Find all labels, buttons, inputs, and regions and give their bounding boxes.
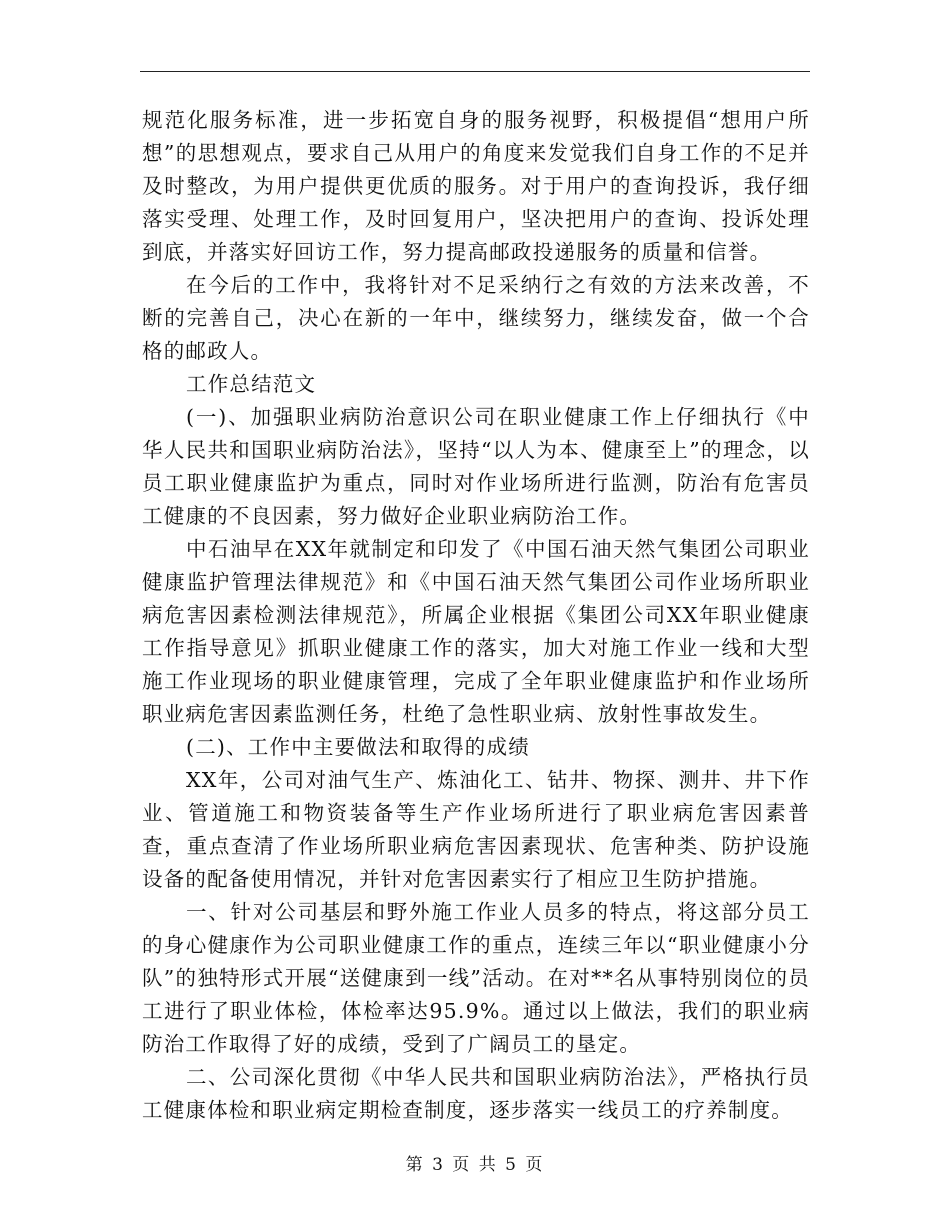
document-body [142,104,810,1127]
paragraph-survey: XX年，公司对油气生产、炼油化工、钻井、物探、测井、井下作业、管道施工和物资装备等生产作业场所进行了职业病危害因素普查，重点查清了作业场所职业病危害因素现状、危害种类、防护设施设备的配备使用情况，并针对危害因素实行了相应卫生防护措施。 [142,768,810,891]
paragraph-section-two: (二)、工作中主要做法和取得的成绩 [186,735,530,759]
page-number-footer: 第 3 页 共 5 页 [405,1155,545,1175]
header-rule [140,71,810,72]
paragraph-1: 规范化服务标准，进一步拓宽自身的服务视野，积极提倡“想用户所想”的思想观点，要求自己从用户的角度来发觉我们自身工作的不足并及时整改，为用户提供更优质的服务。对于用户的查询投诉，我仔细落实受理、处理工作，及时回复用户，坚决把用户的查询、投诉处理到底，并落实好回访工作，努力提高邮政投递服务的质量和信誉。 [142,108,810,264]
section-heading: 工作总结范文 [186,372,317,396]
paragraph-2: 在今后的工作中，我将针对不足采纳行之有效的方法来改善，不断的完善自己，决心在新的一年中，继续努力，继续发奋，做一个合格的邮政人。 [142,273,810,363]
paragraph-cnpc: 中石油早在XX年就制定和印发了《中国石油天然气集团公司职业健康监护管理法律规范》和《中国石油天然气集团公司作业场所职业病危害因素检测法律规范》，所属企业根据《集团公司XX年职业健康工作指导意见》抓职业健康工作的落实，加大对施工作业一线和大型施工作业现场的职业健康管理，完成了全年职业健康监护和作业场所职业病危害因素监测任务，杜绝了急性职业病、放射性事故发生。 [142,537,810,726]
paragraph-section-one: (一)、加强职业病防治意识公司在职业健康工作上仔细执行《中华人民共和国职业病防治法》，坚持“以人为本、健康至上”的理念，以员工职业健康监护为重点，同时对作业场所进行监测，防治有危害员工健康的不良因素，努力做好企业职业病防治工作。 [142,405,810,528]
paragraph-point-one: 一、针对公司基层和野外施工作业人员多的特点，将这部分员工的身心健康作为公司职业健康工作的重点，连续三年以“职业健康小分队”的独特形式开展“送健康到一线”活动。在对**名从事特别岗位的员工进行了职业体检，体检率达95.9%。通过以上做法，我们的职业病防治工作取得了好的成绩，受到了广阔员工的垦定。 [142,900,810,1056]
paragraph-point-two: 二、公司深化贯彻《中华人民共和国职业病防治法》，严格执行员工健康体检和职业病定期检查制度，逐步落实一线员工的疗养制度。 [142,1065,810,1122]
